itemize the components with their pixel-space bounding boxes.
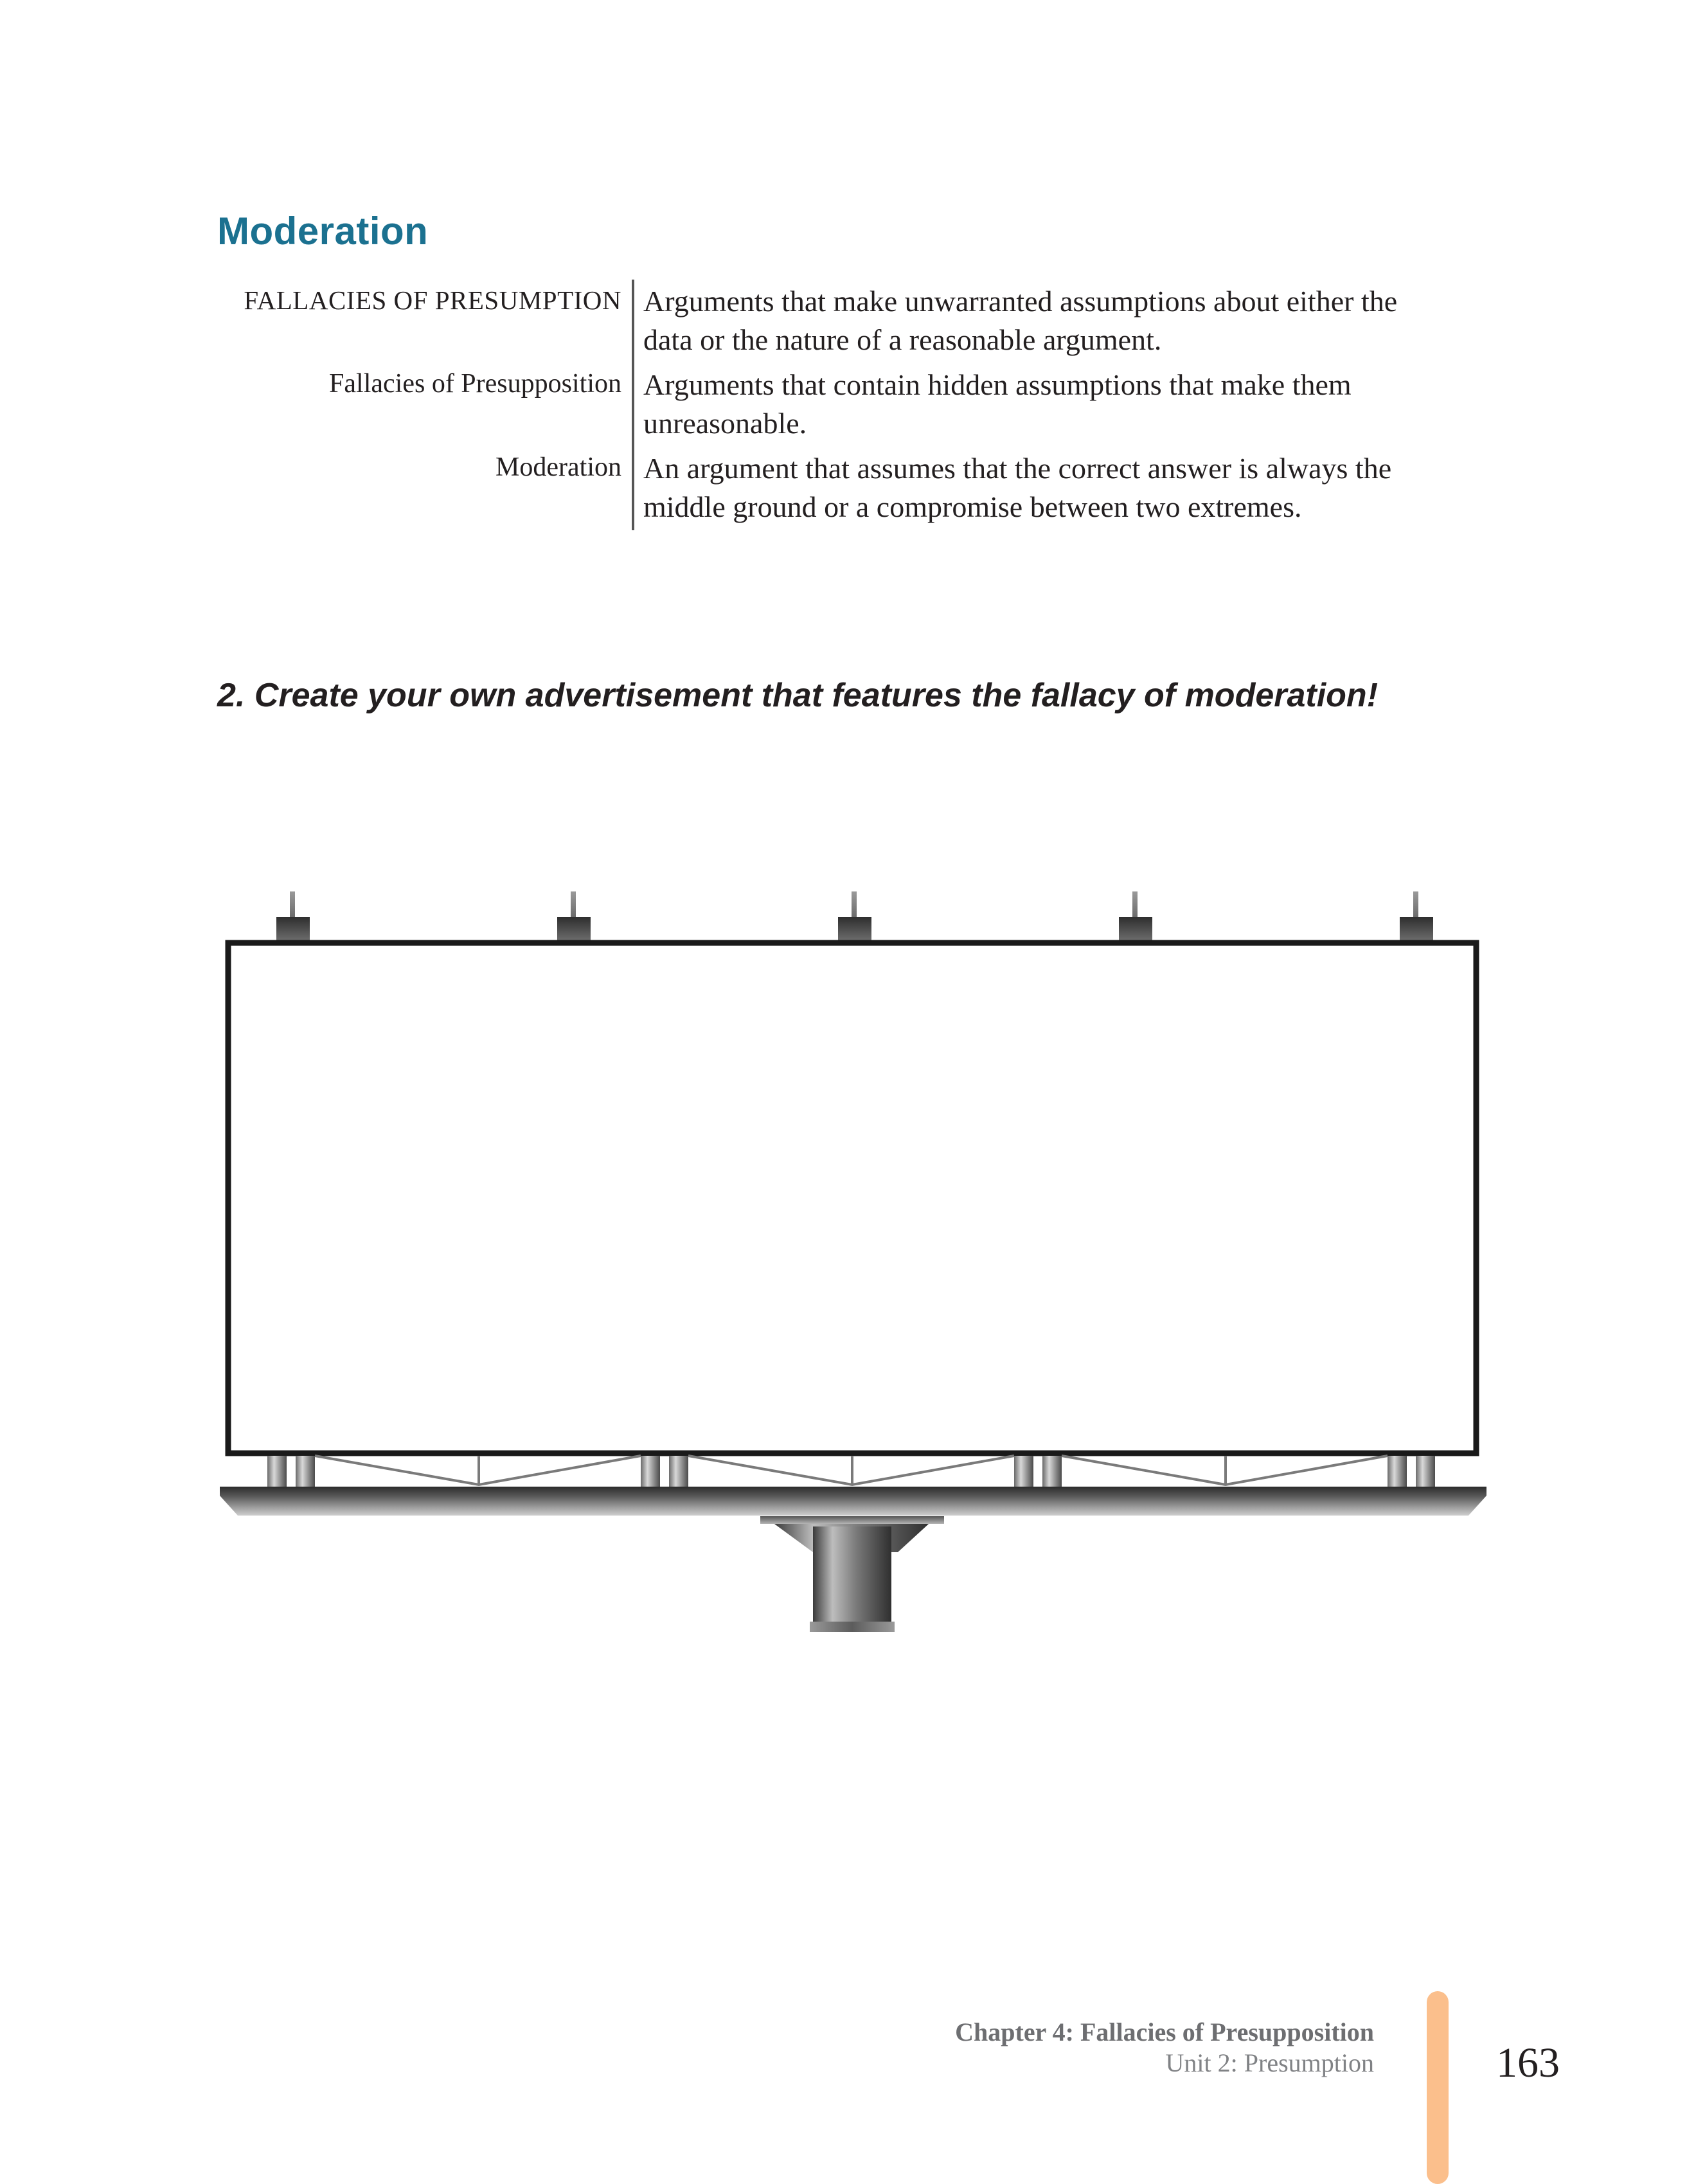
exercise-prompt: 2. Create your own advertisement that features the fallacy of moderation! [217, 677, 1379, 714]
definition-row [217, 280, 1438, 363]
definition-row [217, 447, 1438, 530]
billboard-truss [315, 1456, 1388, 1485]
section-title: Moderation [217, 210, 429, 253]
footer-unit-title: Unit 2: Presumption [1165, 2048, 1374, 2077]
definition-term: Fallacies of Presupposition [329, 369, 621, 398]
billboard-beam [220, 1487, 1486, 1516]
footer-chapter-title: Chapter 4: Fallacies of Presupposition [955, 2018, 1374, 2046]
definition-term: Moderation [495, 452, 621, 482]
definition-text: An argument that assumes that the correct answer is always the middle ground or a compromise between two extremes. [632, 447, 1434, 530]
page-number: 163 [1496, 2039, 1560, 2086]
definition-text: Arguments that contain hidden assumptions that make them unreasonable. [632, 363, 1434, 447]
definition-text: Arguments that make unwarranted assumptions about either the data or the nature of a reasonable argument. [632, 280, 1434, 363]
definitions-table [217, 280, 1438, 530]
billboard-post [760, 1516, 944, 1632]
blank-billboard-illustration [212, 884, 1497, 1642]
chapter-tab-marker [1427, 1991, 1449, 2184]
definition-row [217, 363, 1438, 447]
definition-term: FALLACIES OF PRESUMPTION [244, 285, 621, 315]
billboard-panel [228, 943, 1476, 1453]
